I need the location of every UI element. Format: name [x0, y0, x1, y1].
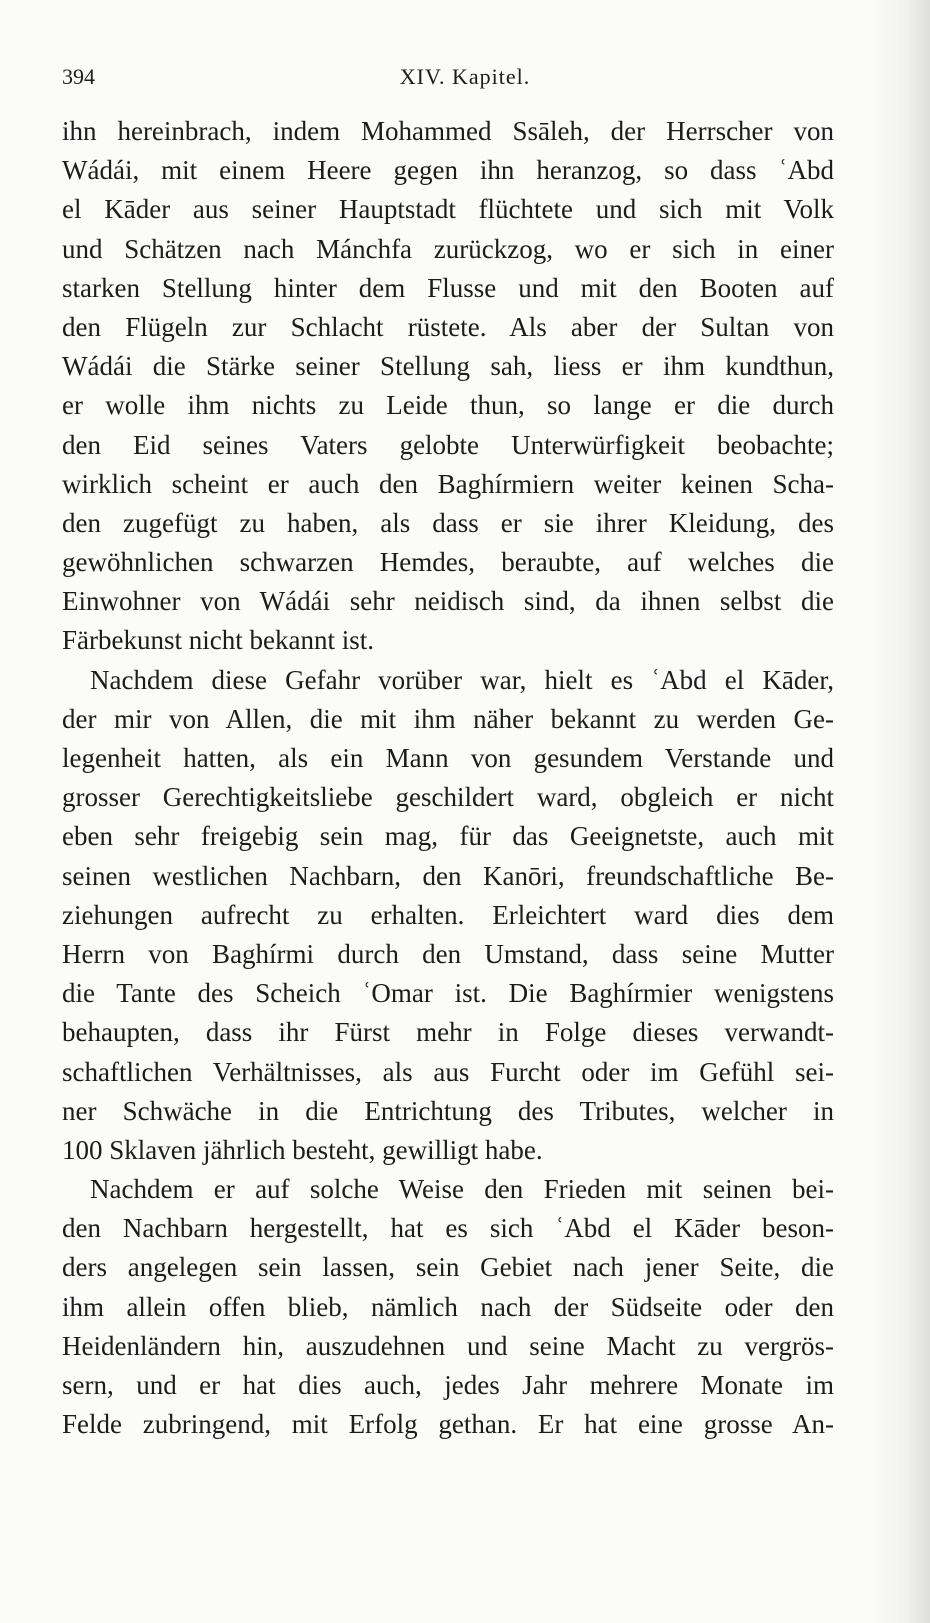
text-line: den Flügeln zur Schlacht rüstete. Als aber der Sultan von	[62, 311, 834, 342]
text-line: die Tante des Scheich ʿOmar ist. Die Baghírmier wenigstens	[62, 978, 834, 1009]
text-line: sern, und er hat dies auch, jedes Jahr mehrere Monate im	[62, 1370, 834, 1400]
page-header	[62, 64, 868, 94]
text-line: Felde zubringend, mit Erfolg gethan. Er hat eine grosse An-	[62, 1409, 834, 1440]
text-line: Wádái die Stärke seiner Stellung sah, liess er ihm kundthun,	[62, 351, 834, 382]
text-line: legenheit hatten, als ein Mann von gesundem Verstande und	[62, 743, 834, 773]
text-line: behaupten, dass ihr Fürst mehr in Folge dieses verwandt-	[62, 1017, 834, 1048]
text-line: er wolle ihm nichts zu Leide thun, so lange er die durch	[62, 390, 834, 421]
text-line: eben sehr freigebig sein mag, für das Geeignetste, auch mit	[62, 821, 834, 852]
text-line: Wádái, mit einem Heere gegen ihn heranzog, so dass ʿAbd	[62, 155, 834, 186]
text-line: ders angelegen sein lassen, sein Gebiet nach jener Seite, die	[62, 1252, 834, 1283]
text-line: den Eid seines Vaters gelobte Unterwürfigkeit beobachte;	[62, 429, 834, 460]
text-line: el Kāder aus seiner Hauptstadt flüchtete und sich mit Volk	[62, 194, 834, 225]
text-line: den zugefügt zu haben, als dass er sie ihrer Kleidung, des	[62, 507, 834, 538]
text-line: Nachdem er auf solche Weise den Frieden mit seinen bei-	[90, 1174, 834, 1205]
text-line: Einwohner von Wádái sehr neidisch sind, da ihnen selbst die	[62, 586, 834, 617]
text-line: grosser Gerechtigkeitsliebe geschildert ward, obgleich er nicht	[62, 782, 834, 813]
page-number: 394	[62, 64, 95, 89]
text-line: Nachdem diese Gefahr vorüber war, hielt es ʿAbd el Kāder,	[90, 664, 834, 695]
text-line: starken Stellung hinter dem Flusse und mit den Booten auf	[62, 272, 834, 303]
text-line: den Nachbarn hergestellt, hat es sich ʿAbd el Kāder beson-	[62, 1213, 834, 1244]
running-head: XIV. Kapitel.	[399, 64, 531, 89]
text-line: Färbekunst nicht bekannt ist.	[62, 625, 374, 656]
text-line: Herrn von Baghírmi durch den Umstand, dass seine Mutter	[62, 938, 834, 969]
text-line: gewöhnlichen schwarzen Hemdes, beraubte, auf welches die	[62, 547, 834, 578]
text-line: der mir von Allen, die mit ihm näher bekannt zu werden Ge-	[62, 703, 834, 734]
text-line: ner Schwäche in die Entrichtung des Tributes, welcher in	[62, 1095, 834, 1126]
text-line: 100 Sklaven jährlich besteht, gewilligt habe.	[62, 1134, 543, 1165]
text-line: ziehungen aufrecht zu erhalten. Erleichtert ward dies dem	[62, 899, 834, 930]
text-line: Heidenländern hin, auszudehnen und seine Macht zu vergrös-	[62, 1330, 834, 1361]
text-line: und Schätzen nach Mánchfa zurückzog, wo er sich in einer	[62, 233, 834, 264]
body-text	[62, 112, 834, 1444]
text-line: wirklich scheint er auch den Baghírmiern weiter keinen Scha-	[62, 468, 834, 499]
text-line: ihm allein offen blieb, nämlich nach der Südseite oder den	[62, 1291, 834, 1322]
text-line: ihn hereinbrach, indem Mohammed Ssāleh, der Herrscher von	[62, 116, 834, 146]
text-line: schaftlichen Verhältnisses, als aus Furcht oder im Gefühl sei-	[62, 1056, 834, 1087]
text-line: seinen westlichen Nachbarn, den Kanōri, freundschaftliche Be-	[62, 860, 834, 891]
page-edge-shadow	[870, 0, 930, 1623]
